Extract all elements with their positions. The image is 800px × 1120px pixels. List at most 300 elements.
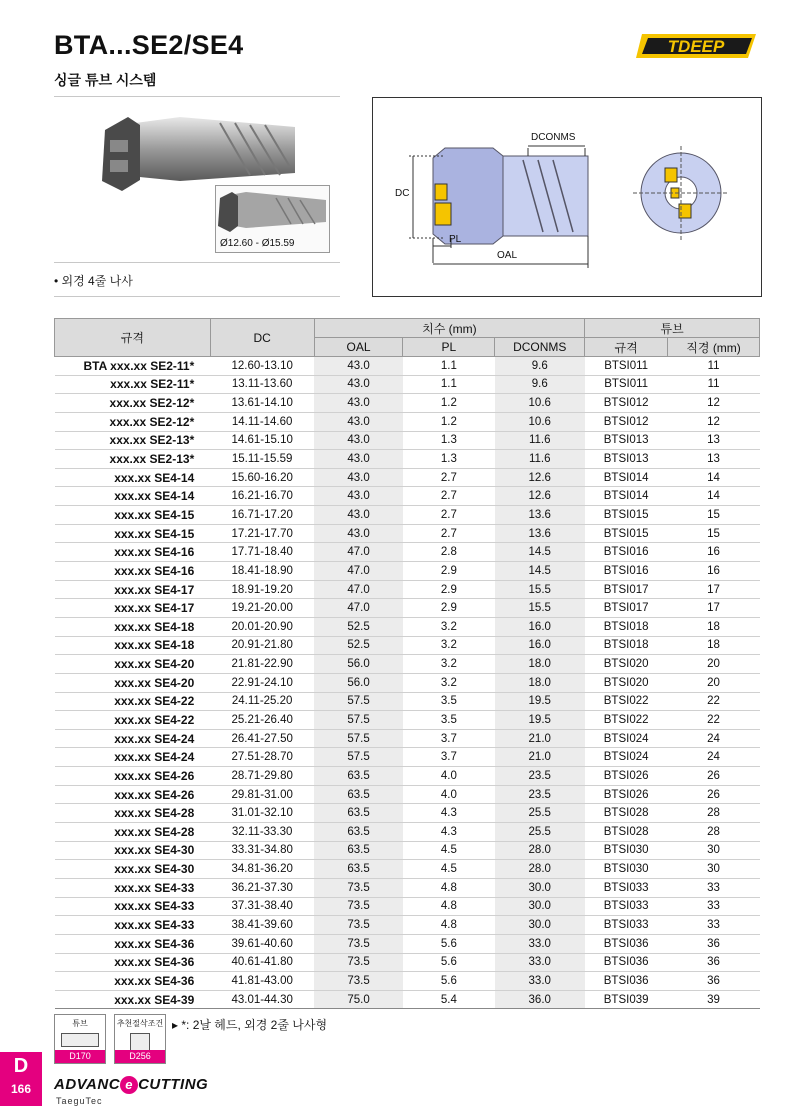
- table-row: [55, 599, 760, 618]
- dimension-diagram: [372, 97, 762, 297]
- tube-dia-cell: 14: [668, 468, 760, 487]
- tube-spec-cell: BTSI011: [585, 375, 668, 394]
- spec-code-cell: xxx.xx SE4-28: [55, 804, 211, 823]
- dc-cell: 40.61-41.80: [210, 953, 314, 972]
- dconms-cell: 23.5: [495, 785, 585, 804]
- divider-bottom: [54, 296, 340, 297]
- tube-spec-cell: BTSI018: [585, 617, 668, 636]
- spec-code-cell: xxx.xx SE4-17: [55, 580, 211, 599]
- header-dconms: DCONMS: [495, 338, 585, 357]
- table-row: [55, 990, 760, 1009]
- tube-dia-cell: 15: [668, 506, 760, 525]
- oal-cell: 43.0: [314, 412, 403, 431]
- dconms-cell: 33.0: [495, 972, 585, 991]
- dconms-cell: 14.5: [495, 562, 585, 581]
- dc-cell: 12.60-13.10: [210, 357, 314, 376]
- tube-dia-cell: 33: [668, 916, 760, 935]
- tube-dia-cell: 28: [668, 804, 760, 823]
- pl-cell: 3.2: [403, 673, 495, 692]
- oal-cell: 43.0: [314, 375, 403, 394]
- tube-dia-cell: 15: [668, 524, 760, 543]
- spec-table: [54, 318, 760, 1009]
- tube-dia-cell: 11: [668, 357, 760, 376]
- dc-cell: 32.11-33.30: [210, 823, 314, 842]
- tube-dia-cell: 36: [668, 972, 760, 991]
- table-row: [55, 431, 760, 450]
- dc-cell: 19.21-20.00: [210, 599, 314, 618]
- oal-cell: 73.5: [314, 897, 403, 916]
- table-row: [55, 506, 760, 525]
- table-row: [55, 972, 760, 991]
- dconms-cell: 23.5: [495, 767, 585, 786]
- tube-spec-cell: BTSI022: [585, 711, 668, 730]
- ref-cutting-page: D256: [115, 1050, 165, 1063]
- spec-code-cell: xxx.xx SE4-16: [55, 562, 211, 581]
- table-row: [55, 692, 760, 711]
- tube-spec-cell: BTSI033: [585, 878, 668, 897]
- spec-code-cell: BTA xxx.xx SE2-11*: [55, 357, 211, 376]
- table-row: [55, 916, 760, 935]
- dc-cell: 29.81-31.00: [210, 785, 314, 804]
- divider-top: [54, 96, 340, 97]
- tube-spec-cell: BTSI014: [585, 468, 668, 487]
- dconms-cell: 19.5: [495, 692, 585, 711]
- dc-cell: 21.81-22.90: [210, 655, 314, 674]
- ref-tube-page: D170: [55, 1050, 105, 1063]
- table-row: [55, 934, 760, 953]
- tube-spec-cell: BTSI028: [585, 823, 668, 842]
- brand-text: TDEEP: [667, 37, 725, 56]
- dc-cell: 15.60-16.20: [210, 468, 314, 487]
- spec-code-cell: xxx.xx SE4-36: [55, 972, 211, 991]
- pl-cell: 3.5: [403, 692, 495, 711]
- pl-cell: 3.7: [403, 748, 495, 767]
- pl-cell: 2.7: [403, 487, 495, 506]
- spec-code-cell: xxx.xx SE4-39: [55, 990, 211, 1009]
- pl-cell: 2.7: [403, 468, 495, 487]
- table-row: [55, 580, 760, 599]
- dc-cell: 13.61-14.10: [210, 394, 314, 413]
- oal-cell: 43.0: [314, 394, 403, 413]
- pl-cell: 4.8: [403, 878, 495, 897]
- pl-cell: 3.2: [403, 655, 495, 674]
- tube-dia-cell: 26: [668, 767, 760, 786]
- spec-code-cell: xxx.xx SE4-36: [55, 934, 211, 953]
- pl-cell: 4.3: [403, 804, 495, 823]
- pl-cell: 2.7: [403, 506, 495, 525]
- label-oal: OAL: [497, 250, 518, 261]
- table-row: [55, 878, 760, 897]
- tube-spec-cell: BTSI011: [585, 357, 668, 376]
- oal-cell: 63.5: [314, 804, 403, 823]
- oal-cell: 47.0: [314, 580, 403, 599]
- tube-dia-cell: 24: [668, 748, 760, 767]
- header-spec: 규격: [55, 319, 211, 357]
- table-row: [55, 357, 760, 376]
- table-row: [55, 468, 760, 487]
- oal-cell: 63.5: [314, 785, 403, 804]
- spec-code-cell: xxx.xx SE4-33: [55, 916, 211, 935]
- dc-cell: 43.01-44.30: [210, 990, 314, 1009]
- label-pl: PL: [449, 234, 462, 245]
- spec-code-cell: xxx.xx SE4-30: [55, 841, 211, 860]
- oal-cell: 47.0: [314, 543, 403, 562]
- dc-cell: 27.51-28.70: [210, 748, 314, 767]
- spec-code-cell: xxx.xx SE4-16: [55, 543, 211, 562]
- oal-cell: 63.5: [314, 767, 403, 786]
- dconms-cell: 12.6: [495, 487, 585, 506]
- spec-code-cell: xxx.xx SE4-22: [55, 711, 211, 730]
- pl-cell: 2.8: [403, 543, 495, 562]
- tube-dia-cell: 17: [668, 599, 760, 618]
- oal-cell: 43.0: [314, 524, 403, 543]
- dc-cell: 37.31-38.40: [210, 897, 314, 916]
- spec-code-cell: xxx.xx SE4-33: [55, 878, 211, 897]
- oal-cell: 52.5: [314, 636, 403, 655]
- table-row: [55, 748, 760, 767]
- table-row: [55, 711, 760, 730]
- header-dimensions: 치수 (mm): [314, 319, 585, 338]
- pl-cell: 4.8: [403, 897, 495, 916]
- pl-cell: 1.3: [403, 450, 495, 469]
- dconms-cell: 11.6: [495, 431, 585, 450]
- spec-code-cell: xxx.xx SE2-13*: [55, 431, 211, 450]
- pl-cell: 2.7: [403, 524, 495, 543]
- dconms-cell: 25.5: [495, 804, 585, 823]
- pl-cell: 3.2: [403, 617, 495, 636]
- oal-cell: 75.0: [314, 990, 403, 1009]
- ref-tube-label: 튜브: [72, 1019, 88, 1028]
- dconms-cell: 10.6: [495, 394, 585, 413]
- tube-dia-cell: 12: [668, 394, 760, 413]
- dconms-cell: 16.0: [495, 617, 585, 636]
- oal-cell: 63.5: [314, 823, 403, 842]
- spec-code-cell: xxx.xx SE4-18: [55, 636, 211, 655]
- pl-cell: 4.5: [403, 860, 495, 879]
- tdeep-logo: [636, 30, 762, 62]
- dc-cell: 24.11-25.20: [210, 692, 314, 711]
- oal-cell: 57.5: [314, 729, 403, 748]
- header-tube-spec: 규격: [585, 338, 668, 357]
- dc-cell: 16.21-16.70: [210, 487, 314, 506]
- table-row: [55, 394, 760, 413]
- spec-code-cell: xxx.xx SE2-11*: [55, 375, 211, 394]
- pl-cell: 3.7: [403, 729, 495, 748]
- ref-cutting-label: 추천절삭조건: [116, 1019, 164, 1028]
- tube-spec-cell: BTSI017: [585, 599, 668, 618]
- spec-code-cell: xxx.xx SE2-13*: [55, 450, 211, 469]
- table-row: [55, 487, 760, 506]
- tube-spec-cell: BTSI014: [585, 487, 668, 506]
- spec-code-cell: xxx.xx SE4-20: [55, 655, 211, 674]
- page-subtitle: 싱글 튜브 시스템: [54, 72, 157, 88]
- spec-code-cell: xxx.xx SE4-17: [55, 599, 211, 618]
- dc-cell: 33.31-34.80: [210, 841, 314, 860]
- table-row: [55, 562, 760, 581]
- dconms-cell: 21.0: [495, 748, 585, 767]
- dc-cell: 14.11-14.60: [210, 412, 314, 431]
- table-row: [55, 860, 760, 879]
- dconms-cell: 9.6: [495, 357, 585, 376]
- tube-spec-cell: BTSI015: [585, 506, 668, 525]
- tube-spec-cell: BTSI030: [585, 860, 668, 879]
- table-row: [55, 412, 760, 431]
- pl-cell: 1.2: [403, 412, 495, 431]
- oal-cell: 43.0: [314, 431, 403, 450]
- table-row: [55, 804, 760, 823]
- oal-cell: 57.5: [314, 748, 403, 767]
- oal-cell: 43.0: [314, 506, 403, 525]
- table-row: [55, 823, 760, 842]
- tube-dia-cell: 22: [668, 711, 760, 730]
- tube-spec-cell: BTSI028: [585, 804, 668, 823]
- dc-cell: 39.61-40.60: [210, 934, 314, 953]
- dconms-cell: 18.0: [495, 655, 585, 674]
- tube-spec-cell: BTSI018: [585, 636, 668, 655]
- tube-dia-cell: 22: [668, 692, 760, 711]
- label-dc: DC: [395, 188, 410, 199]
- tube-dia-cell: 39: [668, 990, 760, 1009]
- oal-cell: 73.5: [314, 972, 403, 991]
- dc-cell: 25.21-26.40: [210, 711, 314, 730]
- pl-cell: 2.9: [403, 562, 495, 581]
- dc-cell: 31.01-32.10: [210, 804, 314, 823]
- spec-code-cell: xxx.xx SE4-14: [55, 468, 211, 487]
- dc-cell: 22.91-24.10: [210, 673, 314, 692]
- tube-spec-cell: BTSI022: [585, 692, 668, 711]
- oal-cell: 57.5: [314, 692, 403, 711]
- header-tube: 튜브: [585, 319, 760, 338]
- spec-code-cell: xxx.xx SE4-28: [55, 823, 211, 842]
- label-dconms: DCONMS: [531, 132, 576, 143]
- footnote: ▸ *: 2날 헤드, 외경 2줄 나사형: [172, 1018, 328, 1032]
- spec-code-cell: xxx.xx SE4-26: [55, 785, 211, 804]
- tube-spec-cell: BTSI012: [585, 412, 668, 431]
- tube-dia-cell: 16: [668, 562, 760, 581]
- tube-dia-cell: 18: [668, 617, 760, 636]
- tube-spec-cell: BTSI016: [585, 543, 668, 562]
- tube-spec-cell: BTSI024: [585, 748, 668, 767]
- pl-cell: 1.1: [403, 357, 495, 376]
- spec-code-cell: xxx.xx SE4-15: [55, 524, 211, 543]
- dconms-cell: 30.0: [495, 878, 585, 897]
- dconms-cell: 15.5: [495, 599, 585, 618]
- pl-cell: 2.9: [403, 599, 495, 618]
- dconms-cell: 19.5: [495, 711, 585, 730]
- tube-dia-cell: 36: [668, 934, 760, 953]
- tube-spec-cell: BTSI036: [585, 934, 668, 953]
- dc-cell: 36.21-37.30: [210, 878, 314, 897]
- spec-code-cell: xxx.xx SE4-18: [55, 617, 211, 636]
- oal-cell: 63.5: [314, 841, 403, 860]
- dc-cell: 38.41-39.60: [210, 916, 314, 935]
- tube-dia-cell: 17: [668, 580, 760, 599]
- dc-cell: 17.71-18.40: [210, 543, 314, 562]
- cutting-conditions-reference[interactable]: [114, 1014, 166, 1064]
- pl-cell: 3.2: [403, 636, 495, 655]
- table-row: [55, 673, 760, 692]
- dc-cell: 18.41-18.90: [210, 562, 314, 581]
- dc-cell: 26.41-27.50: [210, 729, 314, 748]
- tube-dia-cell: 18: [668, 636, 760, 655]
- dconms-cell: 18.0: [495, 673, 585, 692]
- taegutec-logo: TaeguTec: [56, 1096, 103, 1106]
- dconms-cell: 36.0: [495, 990, 585, 1009]
- logo-e: e: [120, 1076, 138, 1094]
- tube-dia-cell: 30: [668, 860, 760, 879]
- pl-cell: 1.2: [403, 394, 495, 413]
- spec-code-cell: xxx.xx SE4-20: [55, 673, 211, 692]
- pl-cell: 3.5: [403, 711, 495, 730]
- oal-cell: 47.0: [314, 599, 403, 618]
- logo-left: ADVANC: [54, 1076, 121, 1093]
- oal-cell: 47.0: [314, 562, 403, 581]
- spec-code-cell: xxx.xx SE4-15: [55, 506, 211, 525]
- tube-spec-cell: BTSI026: [585, 785, 668, 804]
- spec-code-cell: xxx.xx SE4-36: [55, 953, 211, 972]
- tube-dia-cell: 33: [668, 878, 760, 897]
- pl-cell: 4.0: [403, 767, 495, 786]
- oal-cell: 56.0: [314, 673, 403, 692]
- table-row: [55, 655, 760, 674]
- tube-dia-cell: 33: [668, 897, 760, 916]
- oal-cell: 73.5: [314, 934, 403, 953]
- oal-cell: 73.5: [314, 953, 403, 972]
- dc-cell: 13.11-13.60: [210, 375, 314, 394]
- table-row: [55, 450, 760, 469]
- dconms-cell: 28.0: [495, 841, 585, 860]
- tube-reference[interactable]: [54, 1014, 106, 1064]
- pl-cell: 5.6: [403, 972, 495, 991]
- tube-dia-cell: 11: [668, 375, 760, 394]
- feature-bullet: • 외경 4줄 나사: [54, 274, 133, 288]
- dconms-cell: 16.0: [495, 636, 585, 655]
- oal-cell: 43.0: [314, 468, 403, 487]
- table-row: [55, 729, 760, 748]
- tube-dia-cell: 28: [668, 823, 760, 842]
- spec-code-cell: xxx.xx SE4-14: [55, 487, 211, 506]
- table-row: [55, 785, 760, 804]
- tube-spec-cell: BTSI024: [585, 729, 668, 748]
- spec-code-cell: xxx.xx SE4-24: [55, 748, 211, 767]
- oal-cell: 73.5: [314, 878, 403, 897]
- pl-cell: 4.3: [403, 823, 495, 842]
- pl-cell: 5.6: [403, 934, 495, 953]
- dconms-cell: 28.0: [495, 860, 585, 879]
- dconms-cell: 13.6: [495, 506, 585, 525]
- dconms-cell: 21.0: [495, 729, 585, 748]
- dconms-cell: 10.6: [495, 412, 585, 431]
- table-row: [55, 543, 760, 562]
- header-oal: OAL: [314, 338, 403, 357]
- table-row: [55, 767, 760, 786]
- dconms-cell: 9.6: [495, 375, 585, 394]
- pl-cell: 4.8: [403, 916, 495, 935]
- tube-dia-cell: 24: [668, 729, 760, 748]
- oal-cell: 43.0: [314, 487, 403, 506]
- advance-cutting-logo: [54, 1076, 208, 1094]
- pl-cell: 1.1: [403, 375, 495, 394]
- header-dc: DC: [210, 319, 314, 357]
- tube-dia-cell: 14: [668, 487, 760, 506]
- tube-dia-cell: 20: [668, 655, 760, 674]
- spec-code-cell: xxx.xx SE4-33: [55, 897, 211, 916]
- header-pl: PL: [403, 338, 495, 357]
- dc-cell: 16.71-17.20: [210, 506, 314, 525]
- tube-spec-cell: BTSI015: [585, 524, 668, 543]
- tube-spec-cell: BTSI030: [585, 841, 668, 860]
- section-tab: [0, 1052, 42, 1106]
- dc-cell: 14.61-15.10: [210, 431, 314, 450]
- dconms-cell: 33.0: [495, 953, 585, 972]
- spec-code-cell: xxx.xx SE4-26: [55, 767, 211, 786]
- pl-cell: 2.9: [403, 580, 495, 599]
- spec-code-cell: xxx.xx SE2-12*: [55, 412, 211, 431]
- tube-spec-cell: BTSI033: [585, 916, 668, 935]
- table-row: [55, 841, 760, 860]
- tube-spec-cell: BTSI039: [585, 990, 668, 1009]
- tube-spec-cell: BTSI036: [585, 953, 668, 972]
- dconms-cell: 30.0: [495, 916, 585, 935]
- pl-cell: 5.6: [403, 953, 495, 972]
- table-row: [55, 953, 760, 972]
- tube-spec-cell: BTSI026: [585, 767, 668, 786]
- inset-caption: Ø12.60 - Ø15.59: [220, 238, 295, 249]
- dc-cell: 18.91-19.20: [210, 580, 314, 599]
- tube-spec-cell: BTSI033: [585, 897, 668, 916]
- page-number: 166: [10, 1082, 32, 1096]
- spec-code-cell: xxx.xx SE4-22: [55, 692, 211, 711]
- spec-code-cell: xxx.xx SE2-12*: [55, 394, 211, 413]
- table-row: [55, 636, 760, 655]
- pl-cell: 5.4: [403, 990, 495, 1009]
- oal-cell: 43.0: [314, 450, 403, 469]
- tube-spec-cell: BTSI020: [585, 655, 668, 674]
- dconms-cell: 25.5: [495, 823, 585, 842]
- tube-dia-cell: 12: [668, 412, 760, 431]
- tube-spec-cell: BTSI013: [585, 431, 668, 450]
- pl-cell: 1.3: [403, 431, 495, 450]
- drill-head-image: [100, 105, 300, 195]
- dc-cell: 34.81-36.20: [210, 860, 314, 879]
- section-letter: D: [13, 1055, 29, 1077]
- spec-code-cell: xxx.xx SE4-24: [55, 729, 211, 748]
- pl-cell: 4.5: [403, 841, 495, 860]
- dc-cell: 15.11-15.59: [210, 450, 314, 469]
- dc-cell: 41.81-43.00: [210, 972, 314, 991]
- dconms-cell: 30.0: [495, 897, 585, 916]
- dc-cell: 20.01-20.90: [210, 617, 314, 636]
- dc-cell: 17.21-17.70: [210, 524, 314, 543]
- tube-dia-cell: 30: [668, 841, 760, 860]
- oal-cell: 57.5: [314, 711, 403, 730]
- table-row: [55, 524, 760, 543]
- dconms-cell: 11.6: [495, 450, 585, 469]
- dconms-cell: 12.6: [495, 468, 585, 487]
- dconms-cell: 15.5: [495, 580, 585, 599]
- oal-cell: 56.0: [314, 655, 403, 674]
- dc-cell: 28.71-29.80: [210, 767, 314, 786]
- tube-dia-cell: 20: [668, 673, 760, 692]
- pl-cell: 4.0: [403, 785, 495, 804]
- oal-cell: 73.5: [314, 916, 403, 935]
- oal-cell: 52.5: [314, 617, 403, 636]
- table-row: [55, 617, 760, 636]
- divider-mid: [54, 262, 340, 263]
- dconms-cell: 13.6: [495, 524, 585, 543]
- oal-cell: 63.5: [314, 860, 403, 879]
- tube-spec-cell: BTSI036: [585, 972, 668, 991]
